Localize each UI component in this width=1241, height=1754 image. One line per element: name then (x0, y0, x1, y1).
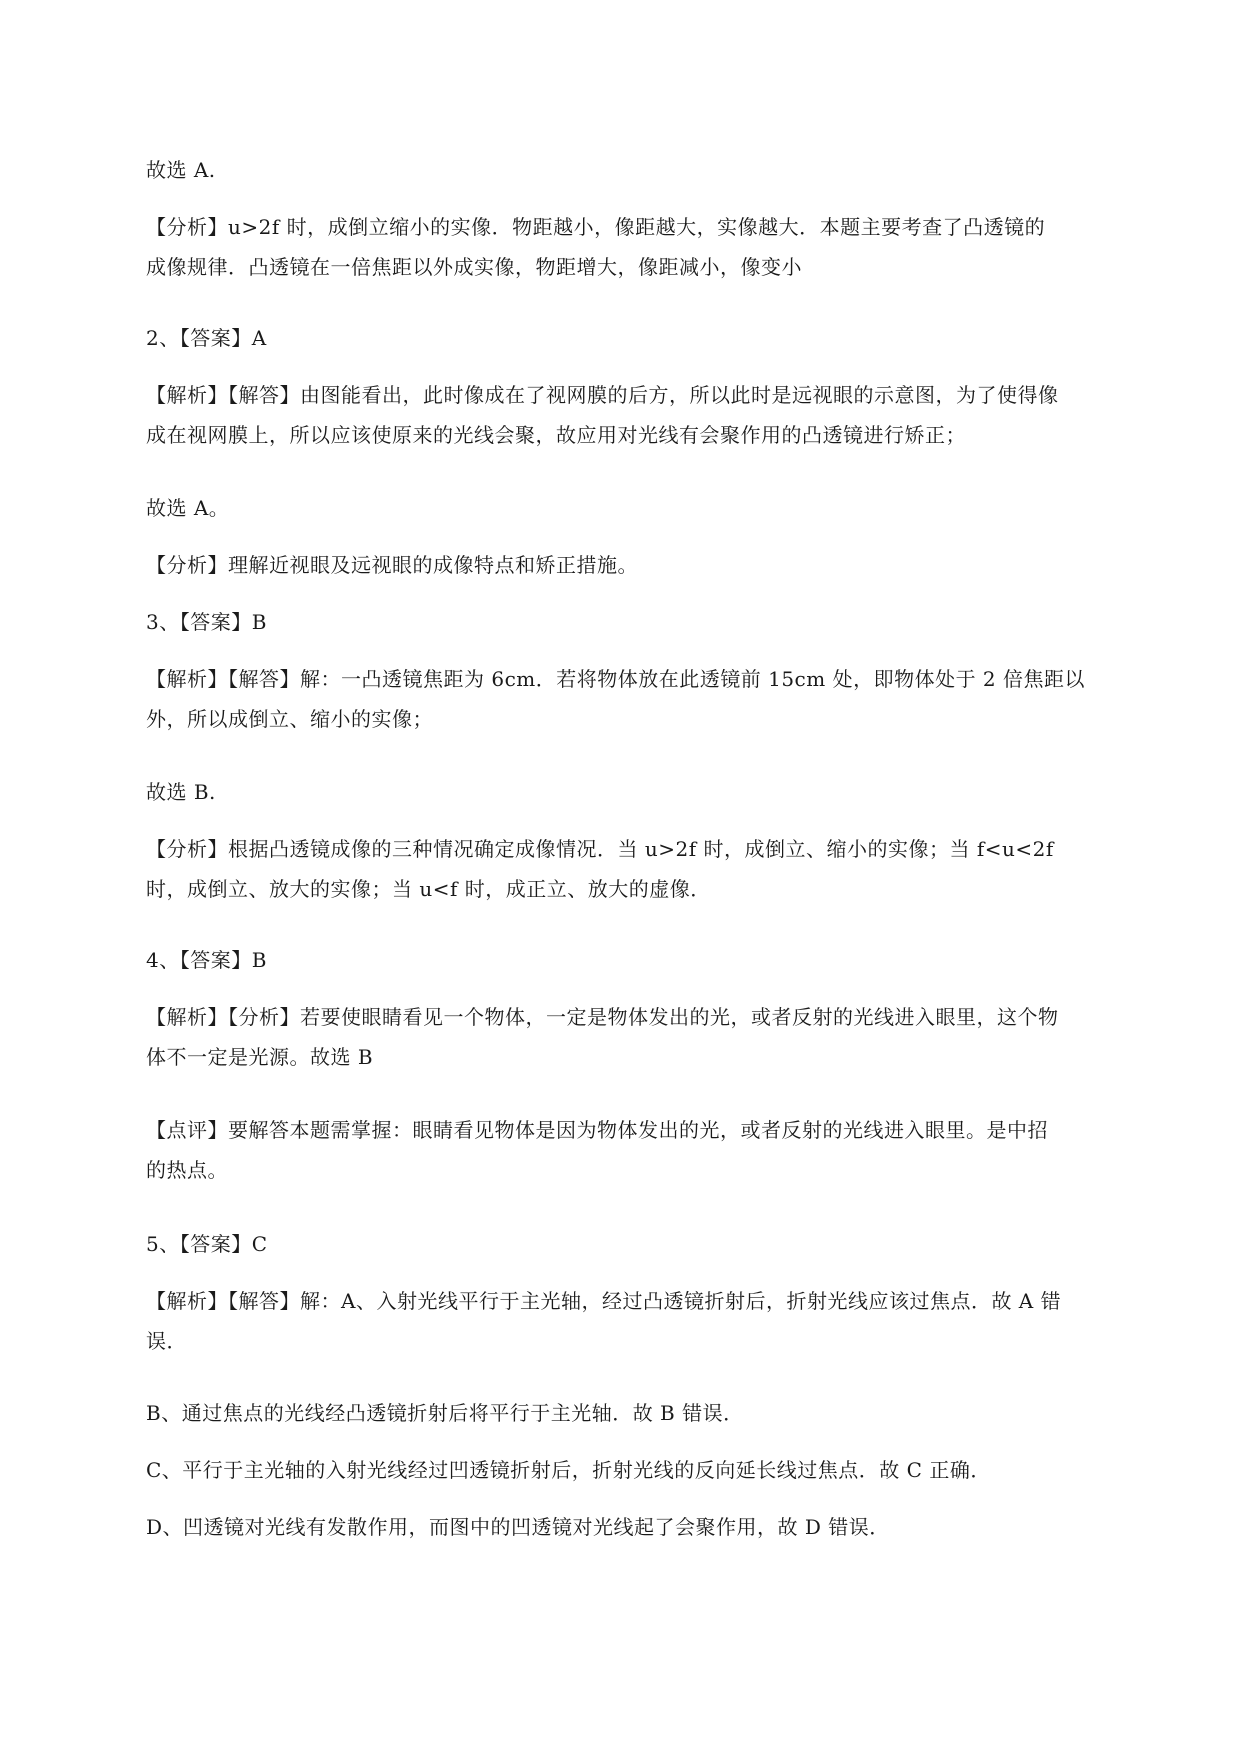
paragraph-solution-2 (146, 375, 1156, 455)
text-line: B、通过焦点的光线经凸透镜折射后将平行于主光轴．故 B 错误． (146, 1401, 744, 1425)
text-line: 4、【答案】B (146, 948, 267, 972)
answer-5-heading (146, 1224, 1156, 1264)
text-line: 故选 A。 (146, 496, 230, 520)
paragraph-option-c (146, 1450, 1156, 1490)
text-line: 时，成倒立、放大的实像；当 u<f 时，成正立、放大的虚像． (146, 877, 711, 901)
paragraph-solution-4 (146, 997, 1156, 1077)
text-line: 【解析】【解答】解：一凸透镜焦距为 6cm．若将物体放在此透镜前 15cm 处，即物体处于 2 倍焦距以 (146, 667, 1086, 691)
paragraph-solution-3 (146, 659, 1156, 739)
text-line: 【分析】u>2f 时，成倒立缩小的实像．物距越小，像距越大，实像越大．本题主要考查了凸透镜的 (146, 215, 1046, 239)
text-line: 故选 A. (146, 158, 216, 182)
text-line: 3、【答案】B (146, 610, 267, 634)
text-line: C、平行于主光轴的入射光线经过凹透镜折射后，折射光线的反向延长线过焦点．故 C 正确． (146, 1458, 991, 1482)
text-line: 外，所以成倒立、缩小的实像； (146, 707, 433, 731)
text-line: 5、【答案】C (146, 1232, 268, 1256)
paragraph-select-b (146, 772, 1156, 812)
text-line: 【点评】要解答本题需掌握：眼睛看见物体是因为物体发出的光，或者反射的光线进入眼里。是中招 (146, 1118, 1048, 1142)
text-line: D、凹透镜对光线有发散作用，而图中的凹透镜对光线起了会聚作用，故 D 错误． (146, 1515, 890, 1539)
text-line: 【解析】【解答】解：A、入射光线平行于主光轴，经过凸透镜折射后，折射光线应该过焦点．故 A 错 (146, 1289, 1062, 1313)
paragraph-review-4 (146, 1110, 1156, 1190)
text-line: 误． (146, 1329, 187, 1353)
text-line: 的热点。 (146, 1158, 228, 1182)
text-line: 【解析】【解答】由图能看出，此时像成在了视网膜的后方，所以此时是远视眼的示意图，为了使得像 (146, 383, 1059, 407)
text-line: 2、【答案】A (146, 326, 267, 350)
paragraph-select-a (146, 150, 1156, 190)
text-line: 成在视网膜上，所以应该使原来的光线会聚，故应用对光线有会聚作用的凸透镜进行矫正； (146, 423, 966, 447)
paragraph-option-b (146, 1393, 1156, 1433)
text-line: 体不一定是光源。故选 B (146, 1045, 374, 1069)
paragraph-analysis-3 (146, 829, 1156, 909)
paragraph-select-a-2 (146, 488, 1156, 528)
text-line: 【分析】理解近视眼及远视眼的成像特点和矫正措施。 (146, 553, 638, 577)
paragraph-analysis-1 (146, 207, 1156, 287)
answer-2-heading (146, 318, 1156, 358)
paragraph-solution-5 (146, 1281, 1156, 1361)
paragraph-analysis-2 (146, 545, 1156, 585)
answer-4-heading (146, 940, 1156, 980)
text-line: 【解析】【分析】若要使眼睛看见一个物体，一定是物体发出的光，或者反射的光线进入眼里，这个物 (146, 1005, 1059, 1029)
text-line: 成像规律．凸透镜在一倍焦距以外成实像，物距增大，像距减小，像变小 (146, 255, 802, 279)
text-line: 故选 B. (146, 780, 216, 804)
text-line: 【分析】根据凸透镜成像的三种情况确定成像情况．当 u>2f 时，成倒立、缩小的实像；当 f<u<2f (146, 837, 1054, 861)
paragraph-option-d (146, 1507, 1156, 1547)
answer-3-heading (146, 602, 1156, 642)
